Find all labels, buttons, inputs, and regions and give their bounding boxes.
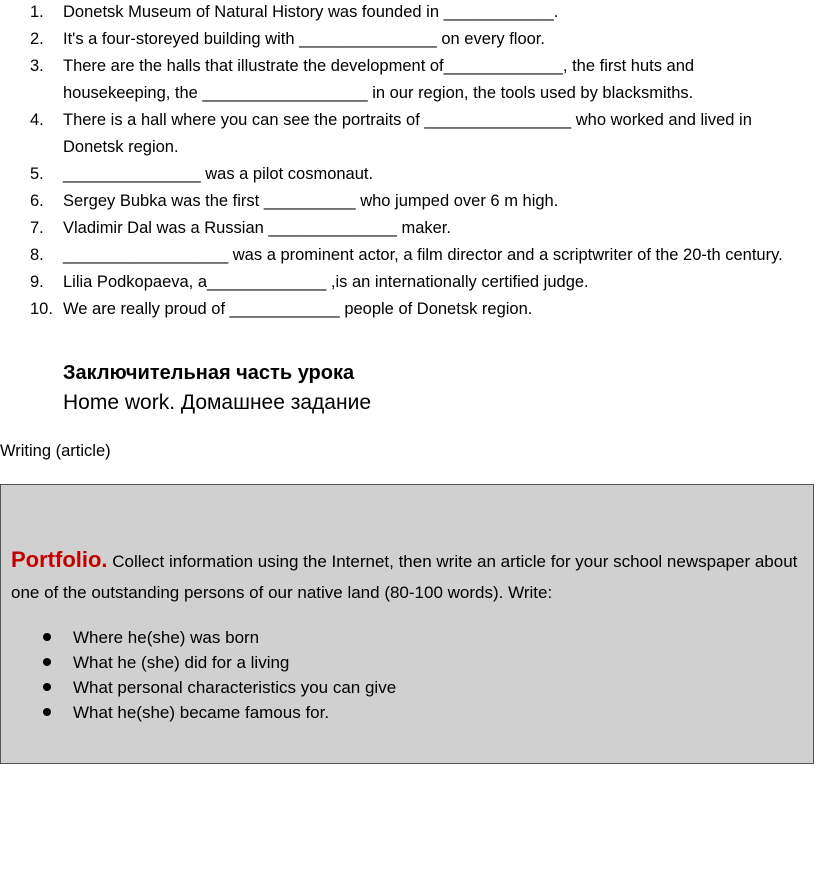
item-number: 6. <box>30 192 44 210</box>
list-item <box>0 161 816 188</box>
item-text: __________________ was a prominent actor, a film director and a scriptwriter of the 20-th century. <box>63 246 783 264</box>
list-item <box>0 242 816 269</box>
bullet-icon <box>43 658 51 666</box>
list-item <box>0 269 816 296</box>
list-item <box>0 296 816 323</box>
list-item <box>0 0 816 26</box>
homework-heading: Home work. Домашнее задание <box>63 391 371 414</box>
portfolio-bullets <box>1 625 801 725</box>
bullet-icon <box>43 683 51 691</box>
portfolio-paragraph <box>11 544 811 608</box>
bullet-text: What he(she) became famous for. <box>73 703 330 722</box>
item-text: Sergey Bubka was the first __________ who jumped over 6 m high. <box>63 192 559 210</box>
item-text: We are really proud of ____________ people of Donetsk region. <box>63 300 533 318</box>
list-item <box>0 215 816 242</box>
item-number: 8. <box>30 246 44 264</box>
bullet-icon <box>43 633 51 641</box>
exercise-list <box>0 0 816 323</box>
list-item <box>0 188 816 215</box>
bullet-item <box>1 650 801 675</box>
item-number: 5. <box>30 165 44 183</box>
item-number: 7. <box>30 219 44 237</box>
bullet-text: What he (she) did for a living <box>73 653 290 672</box>
item-number: 1. <box>30 3 44 21</box>
item-text: Lilia Podkopaeva, a_____________ ,is an internationally certified judge. <box>63 273 589 291</box>
bullet-item <box>1 700 801 725</box>
writing-label: Writing (article) <box>0 442 111 460</box>
item-number: 10. <box>30 300 53 318</box>
bullet-item <box>1 625 801 650</box>
portfolio-box <box>0 484 814 764</box>
portfolio-title: Portfolio. <box>11 547 108 572</box>
item-text: _______________ was a pilot cosmonaut. <box>63 165 374 183</box>
lesson-heading: Заключительная часть урока <box>63 362 355 384</box>
item-text: Vladimir Dal was a Russian ______________ maker. <box>63 219 451 237</box>
list-item <box>0 107 816 161</box>
item-text: It's a four-storeyed building with _______________ on every floor. <box>63 30 545 48</box>
item-text: There is a hall where you can see the portraits of ________________ who worked and lived in Donetsk region. <box>63 111 752 156</box>
item-text: There are the halls that illustrate the development of_____________, the first huts and housekeeping, the __________________ in our region, the tools used by blacksmiths. <box>63 57 695 102</box>
bullet-text: What personal characteristics you can give <box>73 678 397 697</box>
item-number: 9. <box>30 273 44 291</box>
list-item <box>0 26 816 53</box>
item-number: 3. <box>30 57 44 75</box>
item-number: 4. <box>30 111 44 129</box>
bullet-text: Where he(she) was born <box>73 628 260 647</box>
item-number: 2. <box>30 30 44 48</box>
item-text: Donetsk Museum of Natural History was founded in ____________. <box>63 3 559 21</box>
bullet-icon <box>43 708 51 716</box>
portfolio-text: Collect information using the Internet, then write an article for your school newspaper about one of the outstanding persons of our native land (80-100 words). Write: <box>11 552 798 602</box>
bullet-item <box>1 675 801 700</box>
list-item <box>0 53 816 107</box>
